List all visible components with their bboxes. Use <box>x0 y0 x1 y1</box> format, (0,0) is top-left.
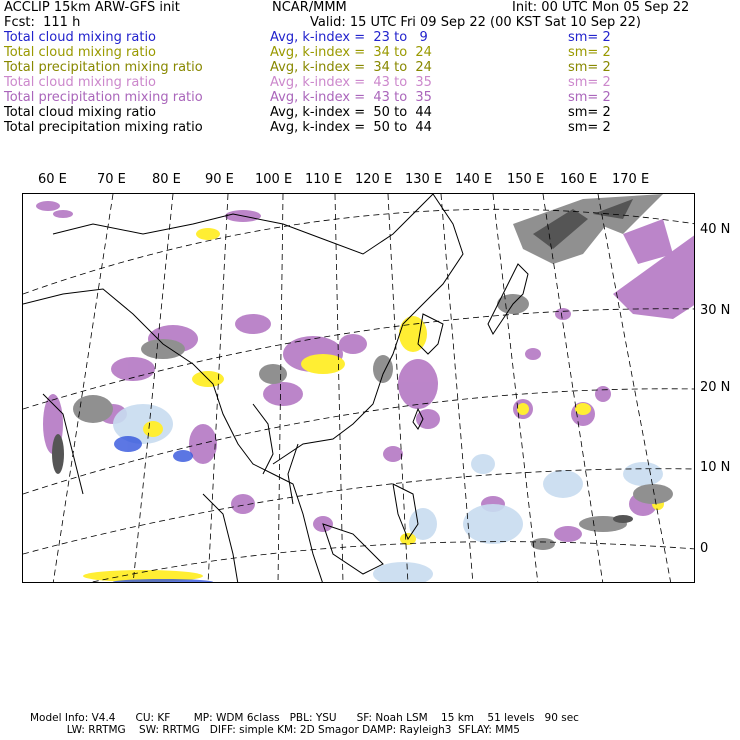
lon-tick-label: 120 E <box>355 172 393 187</box>
legend-avg: Avg, k-index = 43 to 35 <box>270 90 432 105</box>
legend-sm: sm= 2 <box>568 120 611 135</box>
lat-tick-label: 40 N <box>700 222 731 237</box>
lon-tick-label: 100 E <box>255 172 293 187</box>
model-info-line2: LW: RRTMG SW: RRTMG DIFF: simple KM: 2D Smagor DAMP: Rayleigh3 SFLAY: MM5 <box>30 724 520 736</box>
legend-field: Total cloud mixing ratio <box>4 105 157 120</box>
lon-tick-label: 150 E <box>507 172 545 187</box>
lon-tick-label: 130 E <box>405 172 443 187</box>
forecast-hour: Fcst: 111 h <box>4 15 81 30</box>
model-title: ACCLIP 15km ARW-GFS init <box>4 0 180 15</box>
lon-tick-label: 110 E <box>305 172 343 187</box>
lon-tick-label: 170 E <box>612 172 650 187</box>
legend-sm: sm= 2 <box>568 75 611 90</box>
legend-sm: sm= 2 <box>568 30 611 45</box>
legend-avg: Avg, k-index = 34 to 24 <box>270 45 432 60</box>
legend-field: Total precipitation mixing ratio <box>4 120 203 135</box>
org-label: NCAR/MMM <box>272 0 347 15</box>
lon-tick-label: 90 E <box>205 172 234 187</box>
legend-avg: Avg, k-index = 23 to 9 <box>270 30 428 45</box>
legend-sm: sm= 2 <box>568 45 611 60</box>
legend-field: Total precipitation mixing ratio <box>4 60 203 75</box>
lon-tick-label: 70 E <box>97 172 126 187</box>
legend-avg: Avg, k-index = 34 to 24 <box>270 60 432 75</box>
lon-tick-label: 160 E <box>560 172 598 187</box>
lat-tick-label: 10 N <box>700 460 731 475</box>
lon-tick-label: 60 E <box>38 172 67 187</box>
legend-field: Total cloud mixing ratio <box>4 30 157 45</box>
lon-tick-label: 80 E <box>152 172 181 187</box>
legend-sm: sm= 2 <box>568 60 611 75</box>
lat-tick-label: 0 <box>700 541 709 556</box>
lon-tick-label: 140 E <box>455 172 493 187</box>
legend-field: Total cloud mixing ratio <box>4 45 157 60</box>
legend-sm: sm= 2 <box>568 90 611 105</box>
init-time: Init: 00 UTC Mon 05 Sep 22 <box>512 0 690 15</box>
map-panel <box>22 193 695 583</box>
lat-tick-label: 30 N <box>700 303 731 318</box>
legend-avg: Avg, k-index = 50 to 44 <box>270 105 432 120</box>
legend-field: Total precipitation mixing ratio <box>4 90 203 105</box>
model-info-line1: Model Info: V4.4 CU: KF MP: WDM 6class PBL: YSU SF: Noah LSM 15 km 51 levels 90 sec <box>30 712 579 724</box>
legend-field: Total cloud mixing ratio <box>4 75 157 90</box>
legend-avg: Avg, k-index = 43 to 35 <box>270 75 432 90</box>
legend-sm: sm= 2 <box>568 105 611 120</box>
lat-tick-label: 20 N <box>700 380 731 395</box>
legend-avg: Avg, k-index = 50 to 44 <box>270 120 432 135</box>
valid-time: Valid: 15 UTC Fri 09 Sep 22 (00 KST Sat 10 Sep 22) <box>310 15 641 30</box>
